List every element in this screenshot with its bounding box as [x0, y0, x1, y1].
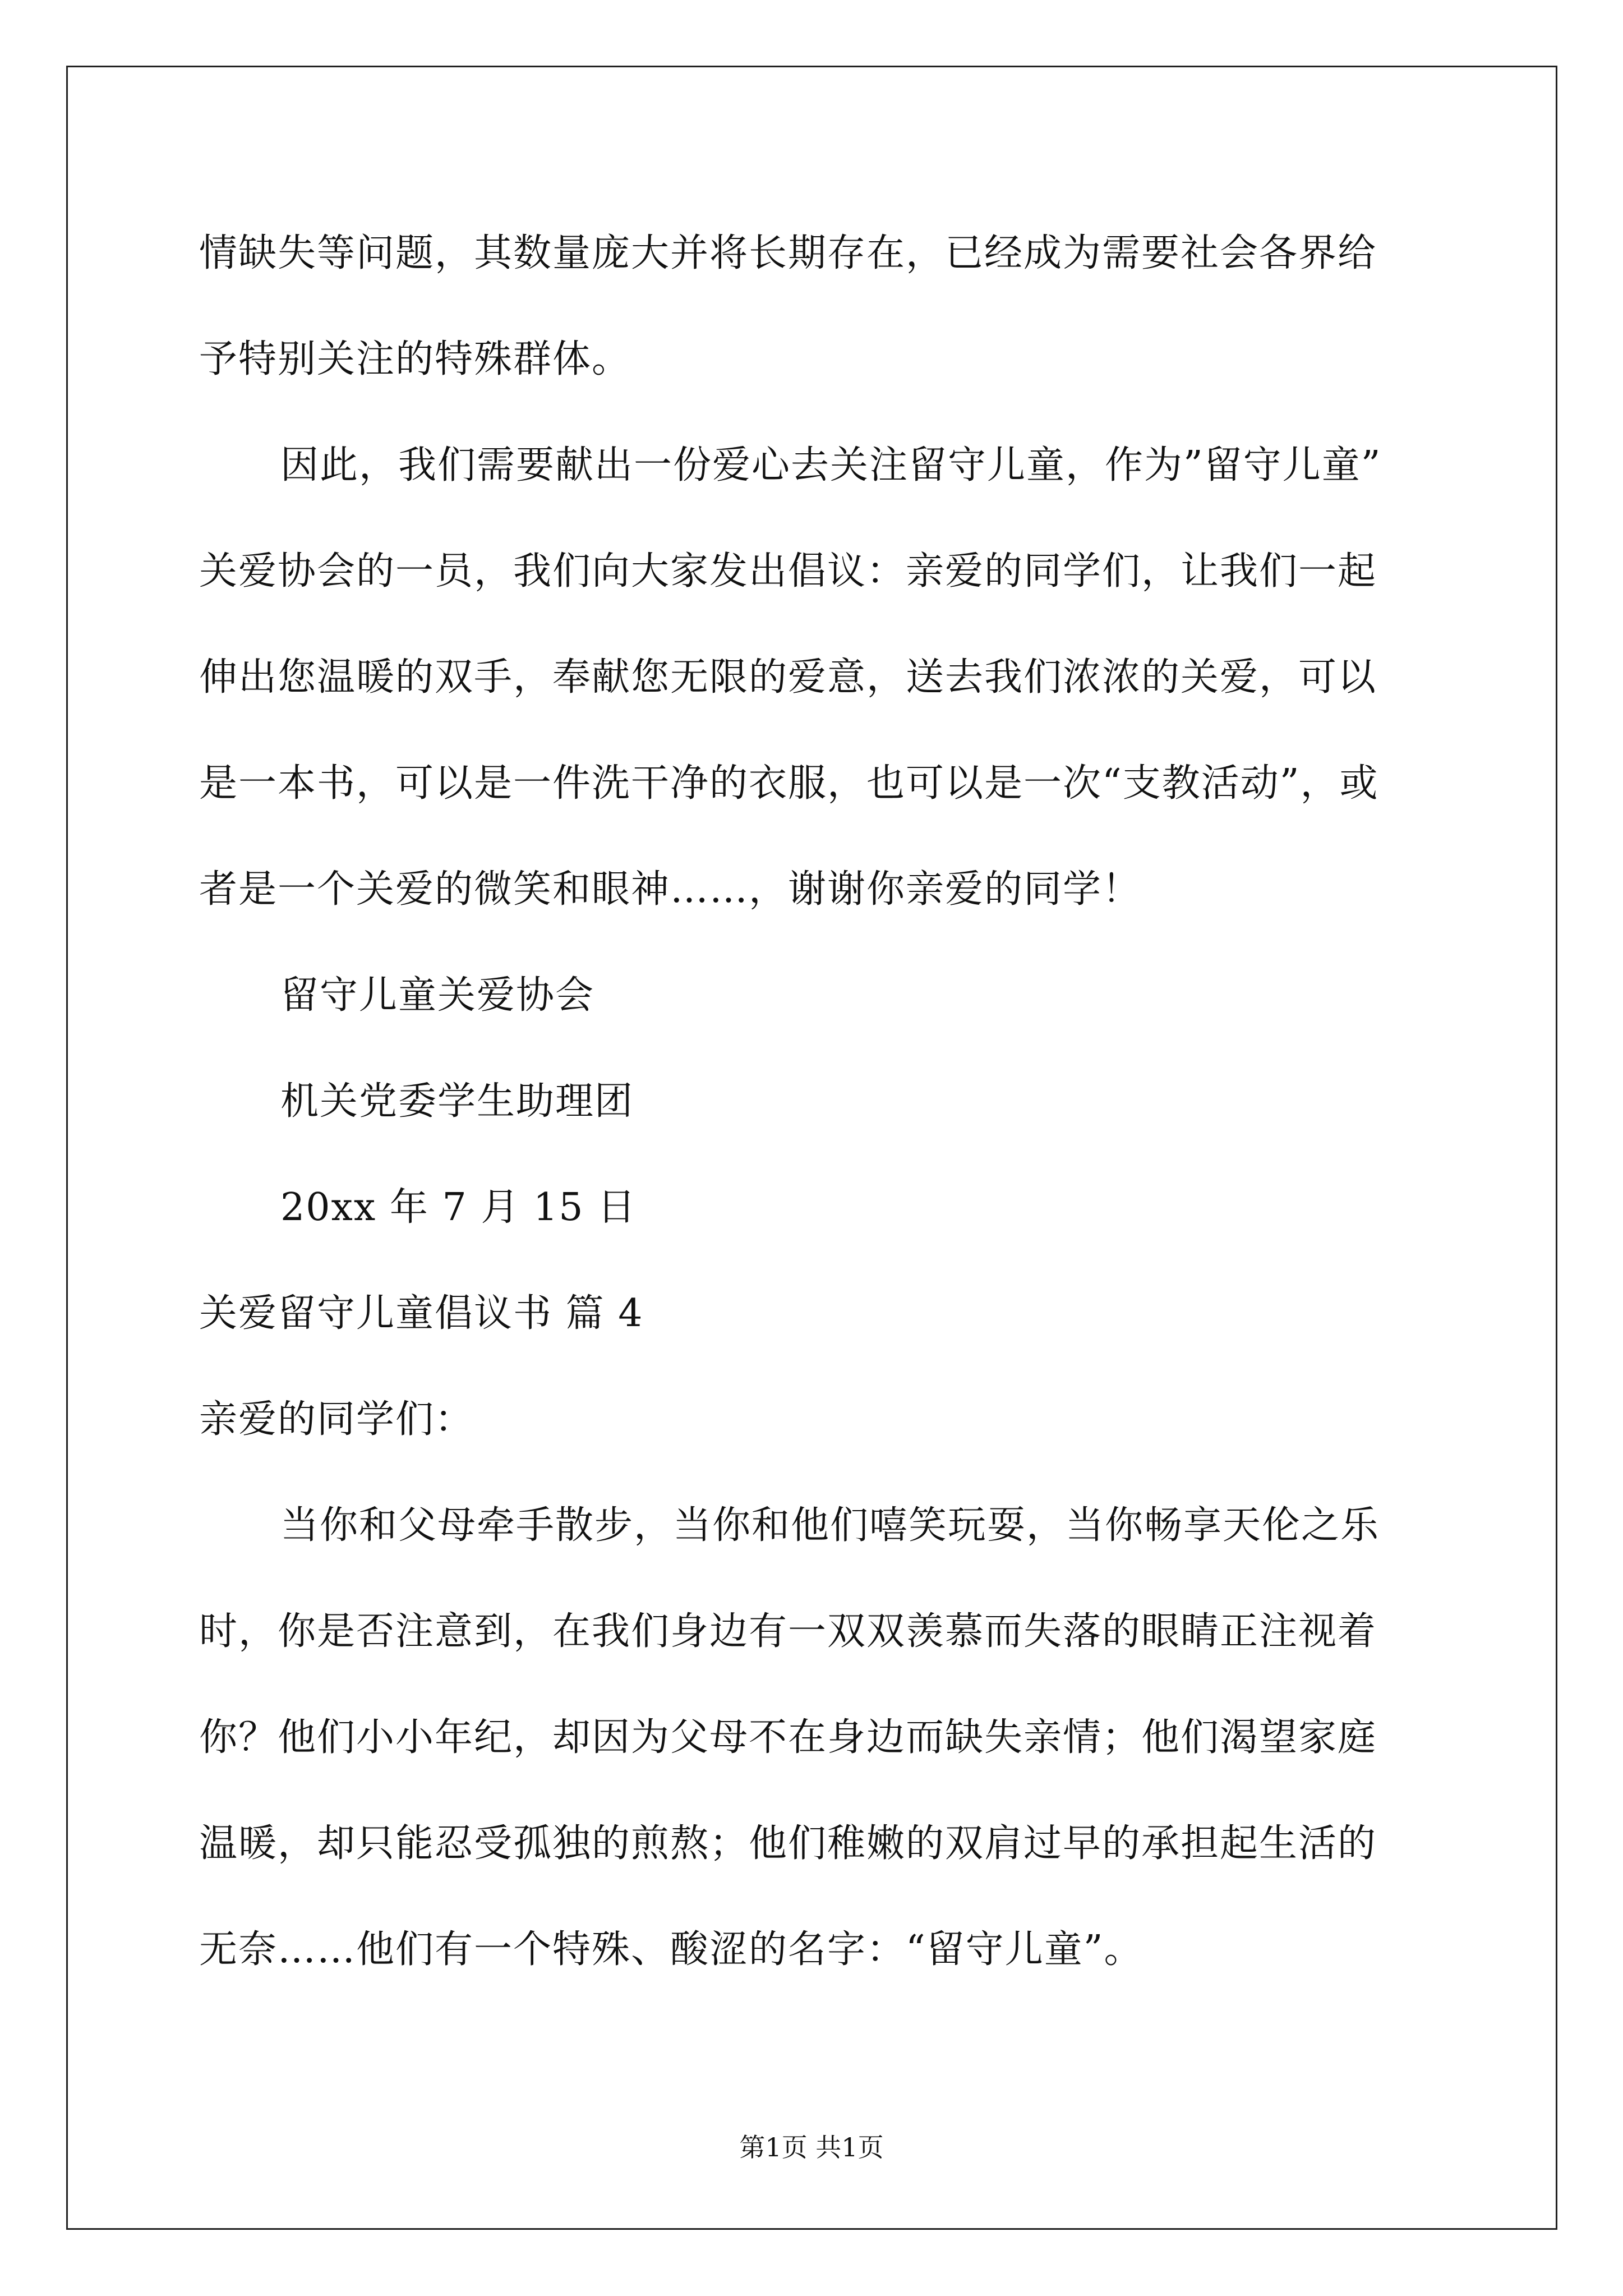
paragraph-line: 时，你是否注意到，在我们身边有一双双羡慕而失落的眼睛正注视着	[199, 1609, 1377, 1654]
paragraph-line: 伸出您温暖的双手，奉献您无限的爱意，送去我们浓浓的关爱，可以	[199, 655, 1377, 700]
paragraph-line: 情缺失等问题，其数量庞大并将长期存在，已经成为需要社会各界给	[199, 231, 1377, 275]
paragraph-line: 你？他们小小年纪，却因为父母不在身边而缺失亲情；他们渴望家庭	[199, 1715, 1377, 1760]
signature-organization: 留守儿童关爱协会	[280, 973, 595, 1018]
page-frame	[66, 66, 1557, 2230]
salutation: 亲爱的同学们：	[199, 1397, 474, 1442]
paragraph-line: 温暖，却只能忍受孤独的煎熬；他们稚嫩的双肩过早的承担起生活的	[199, 1821, 1377, 1866]
signature-date: 20xx 年 7 月 15 日	[280, 1185, 637, 1230]
paragraph-line: 因此，我们需要献出一份爱心去关注留守儿童，作为”留守儿童”	[280, 443, 1382, 487]
paragraph-line: 关爱协会的一员，我们向大家发出倡议：亲爱的同学们，让我们一起	[199, 549, 1377, 593]
paragraph-line: 当你和父母牵手散步，当你和他们嘻笑玩耍，当你畅享天伦之乐	[280, 1503, 1380, 1548]
paragraph-line: 者是一个关爱的微笑和眼神……，谢谢你亲爱的同学！	[199, 867, 1142, 912]
paragraph-line: 予特别关注的特殊群体。	[199, 337, 631, 381]
page-number-footer: 第1页 共1页	[739, 2132, 884, 2162]
paragraph-line: 是一本书，可以是一件洗干净的衣服，也可以是一次“支教活动”，或	[199, 761, 1379, 806]
paragraph-line: 无奈……他们有一个特殊、酸涩的名字：“留守儿童”。	[199, 1927, 1144, 1972]
signature-group: 机关党委学生助理团	[280, 1079, 634, 1124]
section-title: 关爱留守儿童倡议书 篇 4	[199, 1291, 644, 1336]
